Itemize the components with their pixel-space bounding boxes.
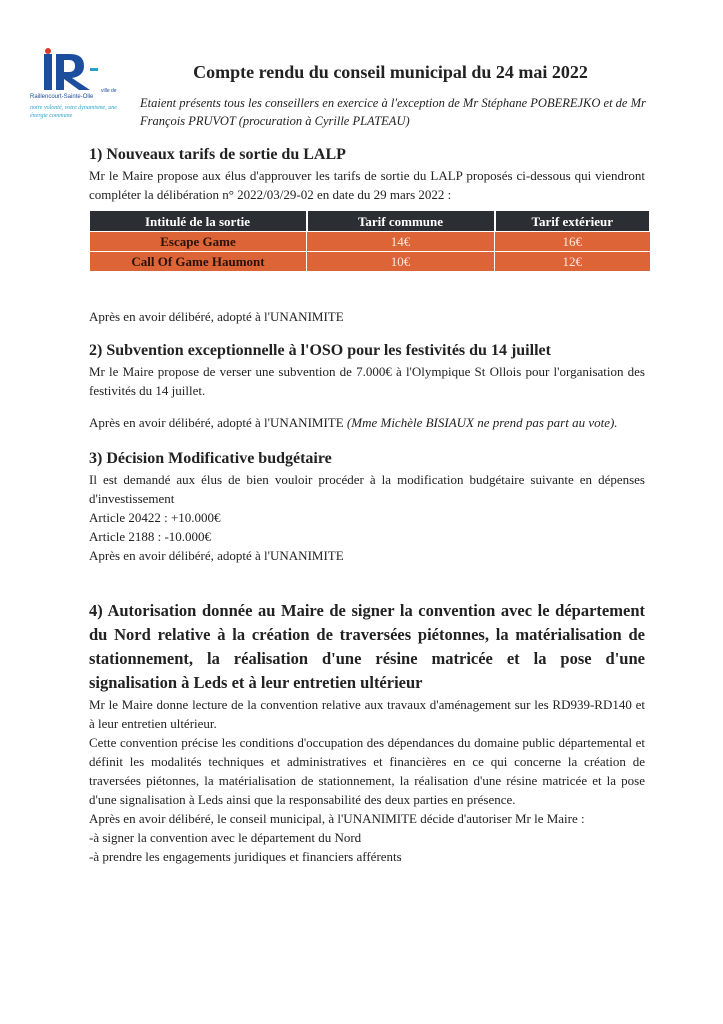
- section2-body: Mr le Maire propose de verser une subvention de 7.000€ à l'Olympique St Ollois pour l'organisation des festivités du 14 juillet.: [89, 364, 645, 398]
- section2-result-paragraph: [89, 413, 645, 432]
- section4-item2: -à prendre les engagements juridiques et financiers afférents: [89, 849, 402, 864]
- table-row: [90, 232, 651, 252]
- logo-ville-label: ville de: [101, 88, 117, 94]
- logo-town-name: Raillencourt-Sainte-Olle: [30, 94, 94, 100]
- table-header-row: [90, 211, 651, 232]
- section4-p2: Cette convention précise les conditions d'occupation des dépendances du domaine public départemental et définit les modalités techniques et administratives et financières en ce qui concerne la création de traversées piétonnes, la matérialisation de stationnement, la réalisation d'une résine matricée et la pose d'une signalisation à Leds ainsi que la responsabilité des deux parties en présence.: [89, 735, 645, 807]
- section2-heading: 2) Subvention exceptionnelle à l'OSO pour les festivités du 14 juillet: [89, 342, 551, 359]
- section-convention-authorization: [89, 599, 645, 866]
- town-logo: [30, 48, 135, 128]
- section-oso-subsidy: [89, 340, 645, 432]
- price-commune-cell: 10€: [307, 252, 495, 272]
- section4-p1: Mr le Maire donne lecture de la convention relative aux travaux d'aménagement sur les RD939-RD140 et à leur entretien ultérieur.: [89, 697, 645, 731]
- document-body: [89, 144, 645, 866]
- page-title: Compte rendu du conseil municipal du 24 mai 2022: [193, 62, 588, 82]
- section3-heading: 3) Décision Modificative budgétaire: [89, 450, 332, 467]
- outing-label-cell: Call Of Game Haumont: [90, 252, 307, 272]
- price-exterieur-cell: 16€: [495, 232, 651, 252]
- section3-result: Après en avoir délibéré, adopté à l'UNANIMITE: [89, 548, 344, 563]
- section1-heading: 1) Nouveaux tarifs de sortie du LALP: [89, 146, 346, 163]
- section1-intro: Mr le Maire propose aux élus d'approuver les tarifs de sortie du LALP proposés ci-dessous qui viendront compléter la délibération n° 2022/03/29-02 en date du 29 mars 2022 :: [89, 168, 645, 202]
- price-commune-cell: 14€: [307, 232, 495, 252]
- tariffs-table: [89, 211, 651, 272]
- section1-result: Après en avoir délibéré, adopté à l'UNANIMITE: [89, 309, 344, 324]
- section4-item1: -à signer la convention avec le département du Nord: [89, 830, 362, 845]
- section2-note: (Mme Michèle BISIAUX ne prend pas part au vote).: [346, 415, 618, 430]
- outing-label-cell: Escape Game: [90, 232, 307, 252]
- table-header-cell: Intitulé de la sortie: [90, 211, 307, 232]
- logo-slogan: notre volonté, votre dynamisme, une énergie commune: [30, 105, 117, 119]
- section4-heading: 4) Autorisation donnée au Maire de signer la convention avec le département du Nord relative à la création de traversées piétonnes, la matérialisation de stationnement, la réalisation d'une résine matricée et la pose d'une signalisation à Leds et à leur entretien ultérieur: [89, 601, 645, 692]
- section2-result: Après en avoir délibéré, adopté à l'UNANIMITE: [89, 415, 344, 430]
- section3-body: Il est demandé aux élus de bien vouloir procéder à la modification budgétaire suivante en dépenses d'investissement: [89, 472, 645, 506]
- section3-line2: Article 2188 : -10.000€: [89, 529, 212, 544]
- section-lalp-tariffs: [89, 144, 645, 326]
- table-header-cell: Tarif extérieur: [495, 211, 651, 232]
- table-header-cell: Tarif commune: [307, 211, 495, 232]
- attendance-note: Etaient présents tous les conseillers en exercice à l'exception de Mr Stéphane POBEREJKO et de Mr François PRUVOT (procuration à Cyrille PLATEAU): [140, 96, 646, 128]
- section3-line1: Article 20422 : +10.000€: [89, 510, 221, 525]
- table-row: [90, 252, 651, 272]
- section4-p3: Après en avoir délibéré, le conseil municipal, à l'UNANIMITE décide d'autoriser Mr le Maire :: [89, 811, 585, 826]
- section-budget-decision: [89, 448, 645, 565]
- price-exterieur-cell: 12€: [495, 252, 651, 272]
